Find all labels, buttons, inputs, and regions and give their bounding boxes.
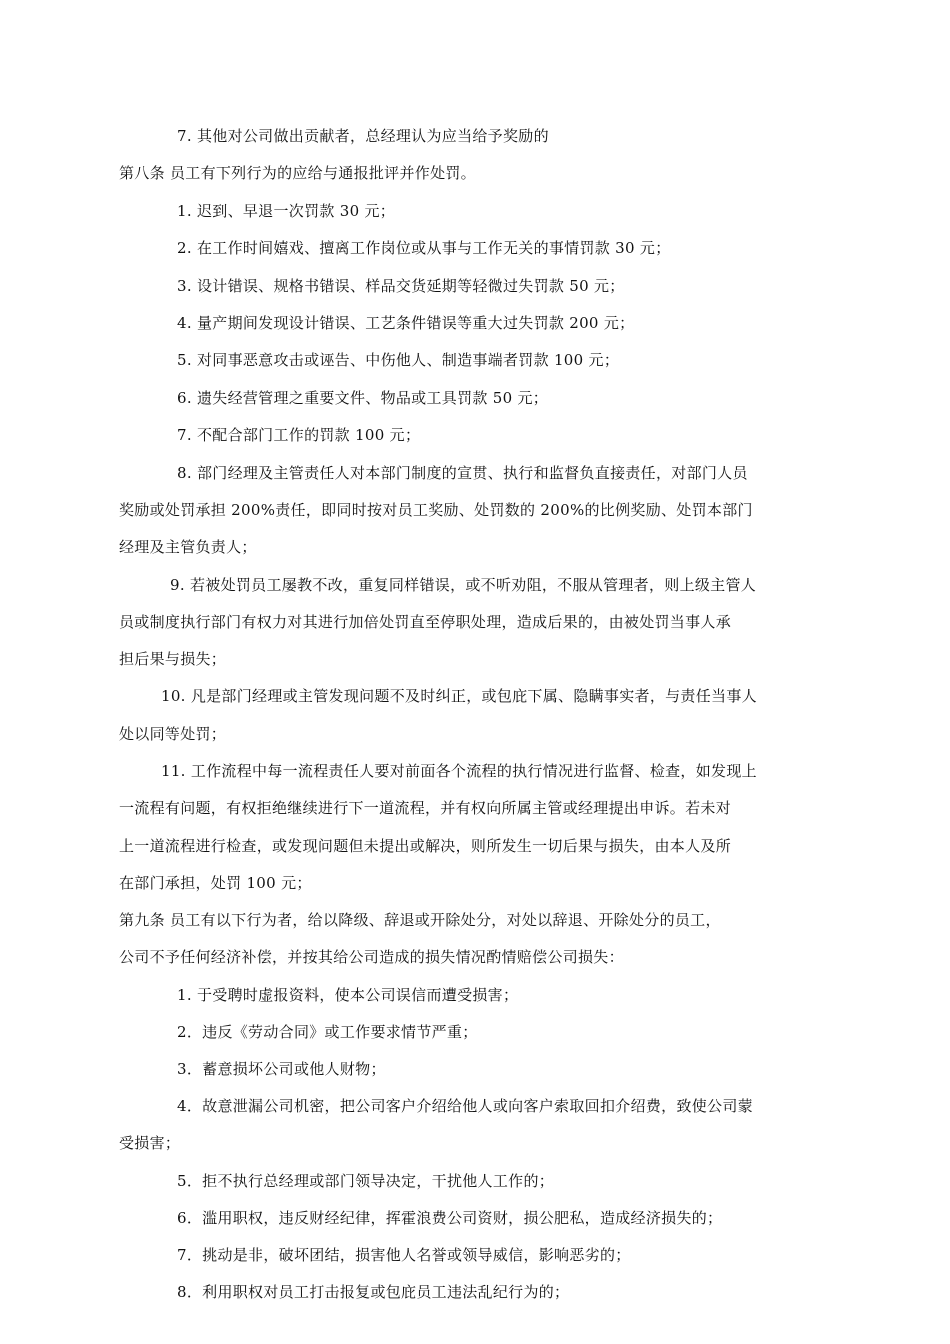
text-line: 处以同等处罚； xyxy=(119,725,227,743)
text-line: 3. 设计错误、规格书错误、样品交货延期等轻微过失罚款 50 元； xyxy=(177,277,625,295)
text-line: 7．挑动是非，破坏团结，损害他人名誉或领导威信，影响恶劣的； xyxy=(177,1246,631,1264)
text-line: 6．滥用职权，违反财经纪律，挥霍浪费公司资财，损公肥私，造成经济损失的； xyxy=(177,1209,723,1227)
text-line: 在部门承担，处罚 100 元； xyxy=(119,874,312,892)
text-line: 受损害； xyxy=(119,1134,181,1152)
article-heading: 第八条 员工有下列行为的应给与通报批评并作处罚。 xyxy=(119,164,476,182)
text-line: 经理及主管负责人； xyxy=(119,538,257,556)
text-line: 6. 遗失经营管理之重要文件、物品或工具罚款 50 元； xyxy=(177,389,549,407)
text-line: 5. 对同事恶意攻击或诬告、中伤他人、制造事端者罚款 100 元； xyxy=(177,351,620,369)
text-line: 8. 部门经理及主管责任人对本部门制度的宣贯、执行和监督负直接责任，对部门人员 xyxy=(177,464,748,482)
text-line: 2. 在工作时间嬉戏、擅离工作岗位或从事与工作无关的事情罚款 30 元； xyxy=(177,239,671,257)
text-line: 7. 其他对公司做出贡献者，总经理认为应当给予奖励的 xyxy=(177,127,549,145)
text-line: 公司不予任何经济补偿，并按其给公司造成的损失情况酌情赔偿公司损失： xyxy=(119,948,624,966)
text-line: 2．违反《劳动合同》或工作要求情节严重； xyxy=(177,1023,478,1041)
text-line: 员或制度执行部门有权力对其进行加倍处罚直至停职处理，造成后果的，由被处罚当事人承 xyxy=(119,613,732,631)
text-line: 一流程有问题，有权拒绝继续进行下一道流程，并有权向所属主管或经理提出申诉。若未对 xyxy=(119,799,732,817)
text-line: 5．拒不执行总经理或部门领导决定，干扰他人工作的； xyxy=(177,1172,555,1190)
text-line: 担后果与损失； xyxy=(119,650,227,668)
text-line: 11. 工作流程中每一流程责任人要对前面各个流程的执行情况进行监督、检查，如发现上 xyxy=(161,762,757,780)
text-line: 9. 若被处罚员工屡教不改，重复同样错误，或不听劝阻，不服从管理者，则上级主管人 xyxy=(170,576,757,594)
text-line: 10. 凡是部门经理或主管发现问题不及时纠正，或包庇下属、隐瞒事实者，与责任当事人 xyxy=(161,687,757,705)
text-line: 4．故意泄漏公司机密，把公司客户介绍给他人或向客户索取回扣介绍费，致使公司蒙 xyxy=(177,1097,753,1115)
text-line: 8．利用职权对员工打击报复或包庇员工违法乱纪行为的； xyxy=(177,1283,570,1301)
text-line: 4. 量产期间发现设计错误、工艺条件错误等重大过失罚款 200 元； xyxy=(177,314,635,332)
text-line: 7. 不配合部门工作的罚款 100 元； xyxy=(177,426,421,444)
article-heading: 第九条 员工有以下行为者，给以降级、辞退或开除处分，对处以辞退、开除处分的员工， xyxy=(119,911,721,929)
text-line: 奖励或处罚承担 200%责任，即同时按对员工奖励、处罚数的 200%的比例奖励、处罚本部门 xyxy=(119,501,753,519)
text-line: 1. 迟到、早退一次罚款 30 元； xyxy=(177,202,396,220)
text-line: 3．蓄意损坏公司或他人财物； xyxy=(177,1060,386,1078)
text-line: 上一道流程进行检查，或发现问题但未提出或解决，则所发生一切后果与损失，由本人及所 xyxy=(119,837,732,855)
text-line: 1. 于受聘时虚报资料，使本公司误信而遭受损害； xyxy=(177,986,519,1004)
